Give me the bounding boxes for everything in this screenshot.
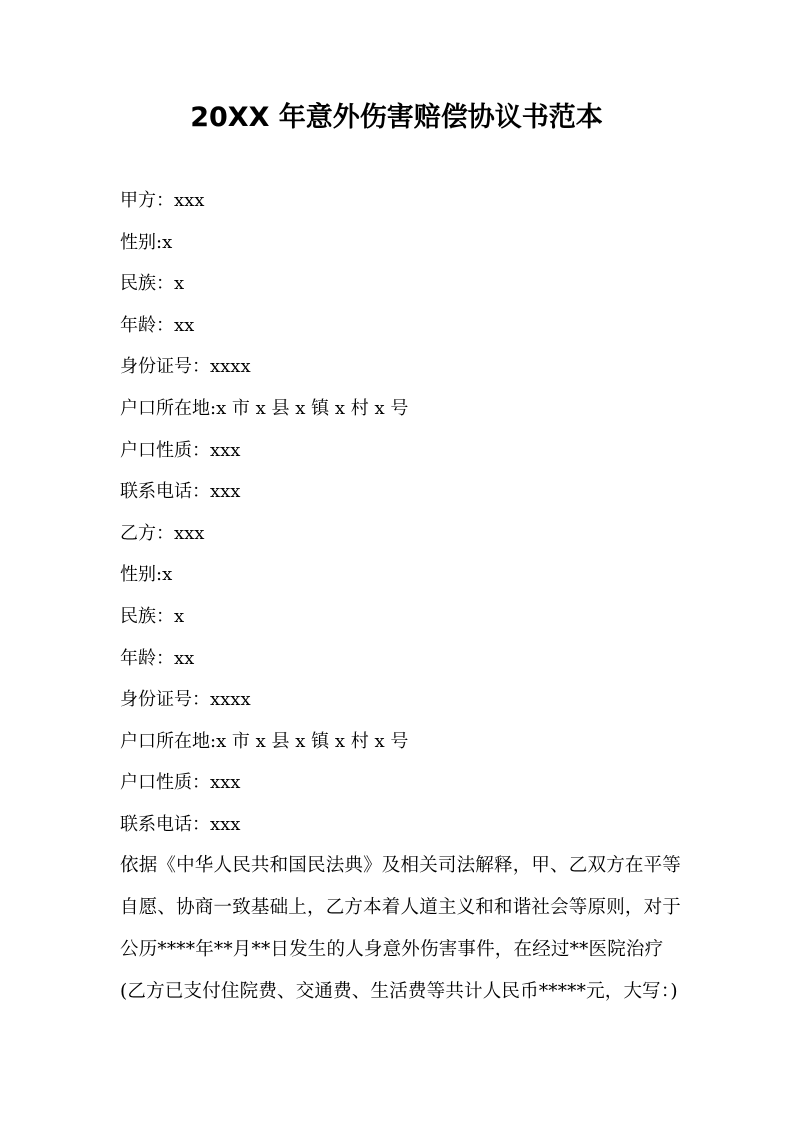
paragraph-line: 依据《中华人民共和国民法典》及相关司法解释，甲、乙双方在平等	[120, 855, 682, 876]
paragraph-line: 公历****年**月**日发生的人身意外伤害事件，在经过**医院治疗	[120, 939, 664, 960]
party-a-household-address: 户口所在地:x 市 x 县 x 镇 x 村 x 号	[120, 397, 409, 419]
party-b-ethnicity: 民族：x	[120, 605, 185, 627]
paragraph-line: (乙方已支付住院费、交通费、生活费等共计人民币*****元，大写：)	[120, 981, 678, 1002]
party-a-ethnicity: 民族：x	[120, 273, 185, 295]
party-a-household-type: 户口性质：xxx	[120, 439, 241, 461]
party-b-name: 乙方：xxx	[120, 522, 205, 544]
party-a-name: 甲方：xxx	[120, 190, 205, 211]
party-b-id-number: 身份证号：xxxx	[120, 689, 251, 711]
party-a-id-number: 身份证号：xxxx	[120, 356, 251, 378]
party-a-age: 年龄：xx	[120, 314, 195, 336]
party-b-gender: 性别:x	[120, 564, 173, 586]
paragraph-line: 自愿、协商一致基础上，乙方本着人道主义和和谐社会等原则，对于	[120, 897, 682, 918]
party-b-household-type: 户口性质：xxx	[120, 772, 241, 794]
party-a-gender: 性别:x	[120, 231, 173, 253]
document-title: 20XX 年意外伤害赔偿协议书范本	[190, 102, 603, 133]
agreement-paragraph	[120, 846, 690, 1014]
party-info-list	[120, 182, 700, 848]
party-a-phone: 联系电话：xxx	[120, 481, 241, 503]
party-b-phone: 联系电话：xxx	[120, 813, 241, 835]
party-b-household-address: 户口所在地:x 市 x 县 x 镇 x 村 x 号	[120, 730, 409, 752]
party-b-age: 年龄：xx	[120, 647, 195, 669]
